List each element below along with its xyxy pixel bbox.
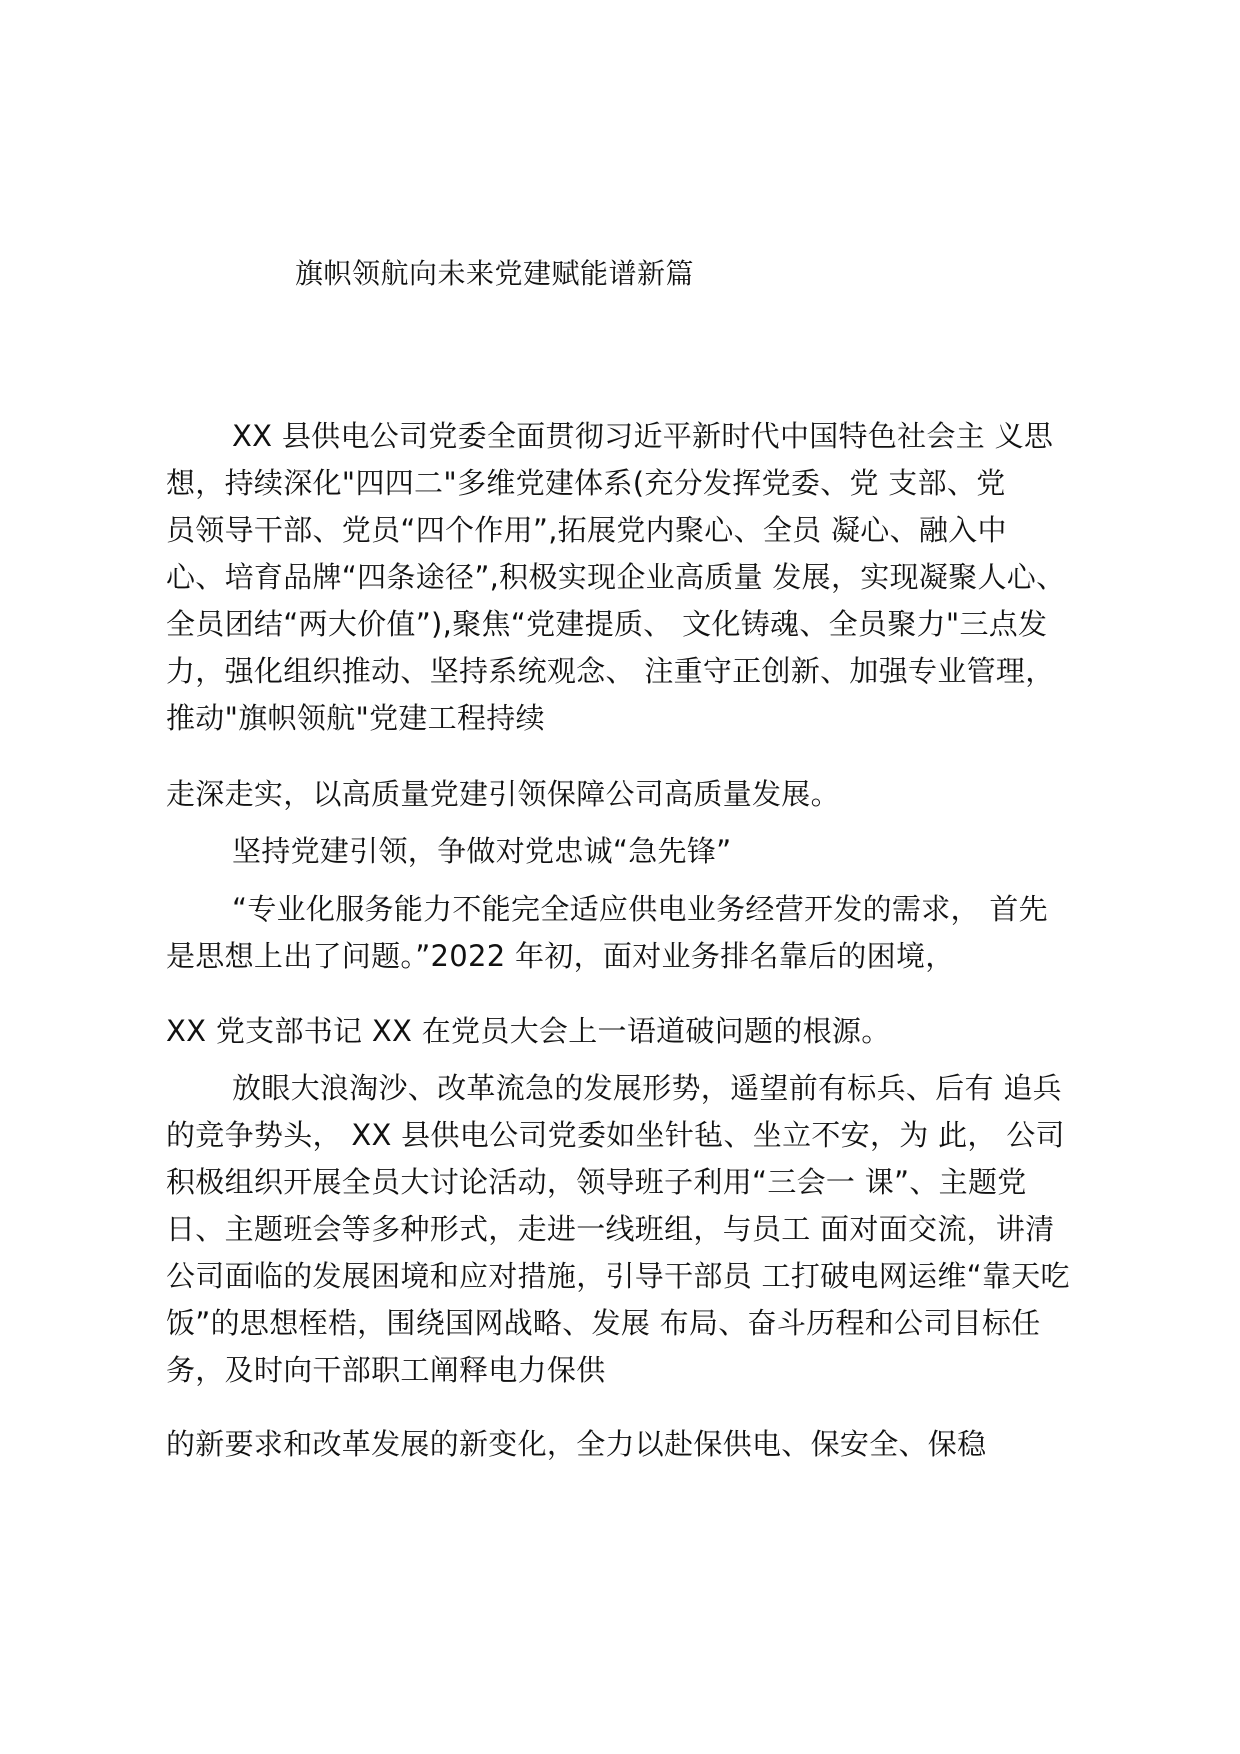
text-line: “专业化服务能力不能完全适应供电业务经营开发的需求， 首先 bbox=[232, 892, 1048, 926]
text-line: 务，及时向干部职工阐释电力保供 bbox=[166, 1353, 606, 1387]
text-line: 饭”的思想桎梏，围绕国网战略、发展 布局、奋斗历程和公司目标任 bbox=[166, 1306, 1041, 1340]
text-line: 积极组织开展全员大讨论活动，领导班子利用“三会一 课”、主题党 bbox=[166, 1165, 1027, 1199]
text-line: 走深走实，以高质量党建引领保障公司高质量发展。 bbox=[166, 777, 840, 811]
text-line: 日、主题班会等多种形式，走进一线班组，与员工 面对面交流，讲清 bbox=[166, 1212, 1055, 1246]
text-line: XX 党支部书记 XX 在党员大会上一语道破问题的根源。 bbox=[166, 1014, 891, 1048]
text-line: 是思想上出了问题。”2022 年初，面对业务排名靠后的困境， bbox=[166, 939, 955, 973]
section-heading: 坚持党建引领，争做对党忠诚“急先锋” bbox=[232, 834, 732, 868]
text-line: 力，强化组织推动、坚持系统观念、 注重守正创新、加强专业管理， bbox=[166, 654, 1055, 688]
text-line: 公司面临的发展困境和应对措施，引导干部员 工打破电网运维“靠天吃 bbox=[166, 1259, 1070, 1293]
text-line: 的竞争势头， XX 县供电公司党委如坐针毡、坐立不安，为 此， 公司 bbox=[166, 1118, 1065, 1152]
text-line: XX 县供电公司党委全面贯彻习近平新时代中国特色社会主 义思 bbox=[232, 419, 1054, 453]
text-line: 的新要求和改革发展的新变化，全力以赴保供电、保安全、保稳 bbox=[166, 1427, 987, 1461]
document-title: 旗帜领航向未来党建赋能谱新篇 bbox=[295, 257, 695, 290]
text-line: 员领导干部、党员“四个作用”,拓展党内聚心、全员 凝心、融入中 bbox=[166, 513, 1007, 547]
text-line: 全员团结“两大价值”),聚焦“党建提质、 文化铸魂、全员聚力"三点发 bbox=[166, 607, 1048, 641]
text-line: 想，持续深化"四四二"多维党建体系(充分发挥党委、党 支部、党 bbox=[166, 466, 1006, 500]
text-line: 放眼大浪淘沙、改革流急的发展形势，遥望前有标兵、后有 追兵 bbox=[232, 1071, 1062, 1105]
text-line: 推动"旗帜领航"党建工程持续 bbox=[166, 701, 545, 735]
text-line: 心、培育品牌“四条途径”,积极实现企业高质量 发展，实现凝聚人心、 bbox=[166, 560, 1066, 594]
